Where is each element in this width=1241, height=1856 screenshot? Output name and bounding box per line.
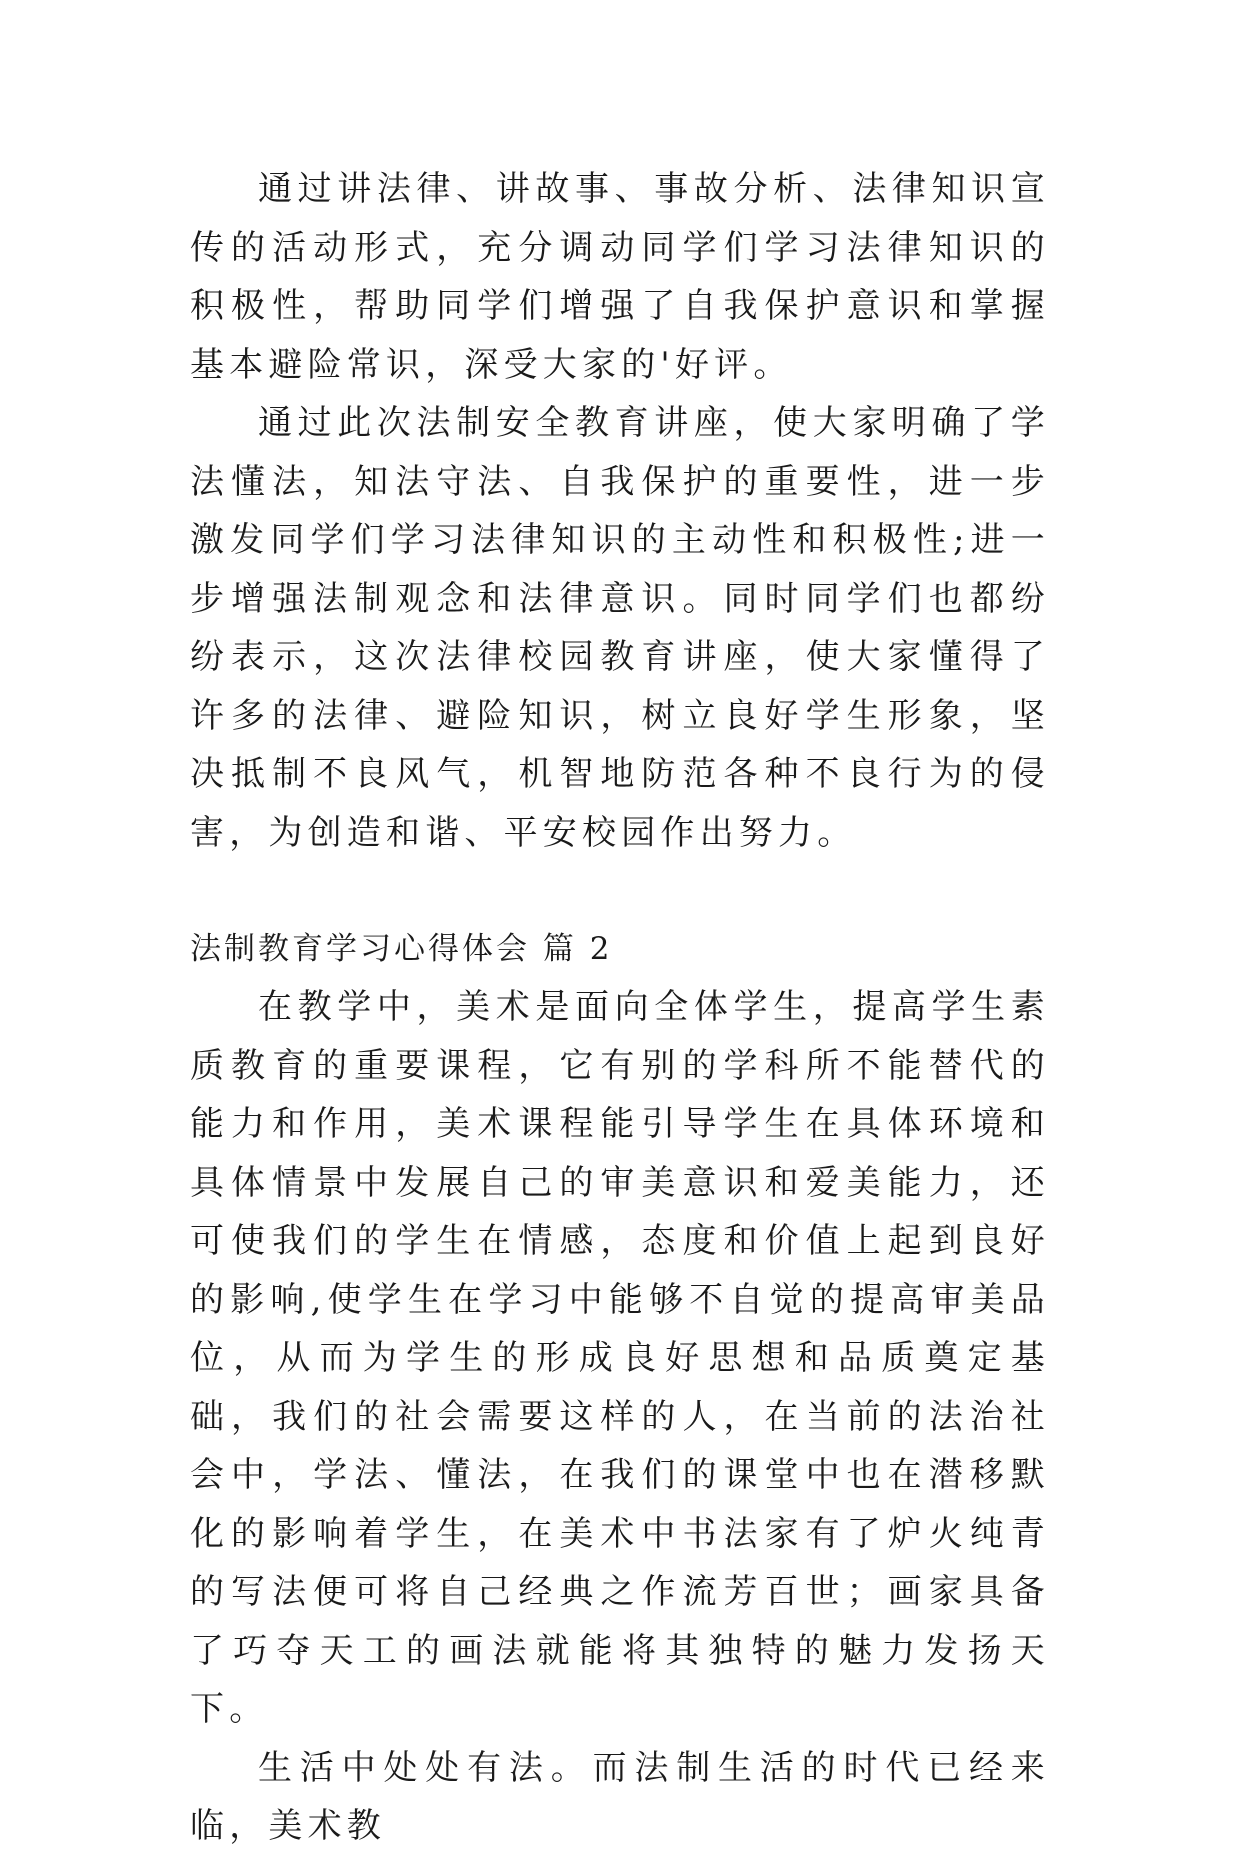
paragraph-activities: 通过讲法律、讲故事、事故分析、法律知识宣传的活动形式，充分调动同学们学习法律知识的积极性，帮助同学们增强了自我保护意识和掌握基本避险常识，深受大家的'好评。 [190, 169, 1050, 385]
section-heading: 法制教育学习心得体会 篇 2 [190, 931, 613, 967]
document-body [190, 160, 1050, 1856]
paragraph-lecture-summary: 通过此次法制安全教育讲座，使大家明确了学法懂法，知法守法、自我保护的重要性，进一步激发同学们学习法律知识的主动性和积极性;进一步增强法制观念和法律意识。同时同学们也都纷纷表示，这次法律校园教育讲座，使大家懂得了许多的法律、避险知识，树立良好学生形象，坚决抵制不良风气，机智地防范各种不良行为的侵害，为创造和谐、平安校园作出努力。 [190, 403, 1050, 853]
paragraph-life-law: 生活中处处有法。而法制生活的时代已经来临，美术教 [190, 1747, 1050, 1846]
paragraph-art-teaching: 在教学中，美术是面向全体学生，提高学生素质教育的重要课程，它有别的学科所不能替代的能力和作用，美术课程能引导学生在具体环境和具体情景中发展自己的审美意识和爱美能力，还可使我们的学生在情感，态度和价值上起到良好的影响,使学生在学习中能够不自觉的提高审美品位，从而为学生的形成良好思想和品质奠定基础，我们的社会需要这样的人，在当前的法治社会中，学法、懂法，在我们的课堂中也在潜移默化的影响着学生，在美术中书法家有了炉火纯青的写法便可将自己经典之作流芳百世；画家具备了巧夺天工的画法就能将其独特的魅力发扬天下。 [190, 987, 1050, 1729]
